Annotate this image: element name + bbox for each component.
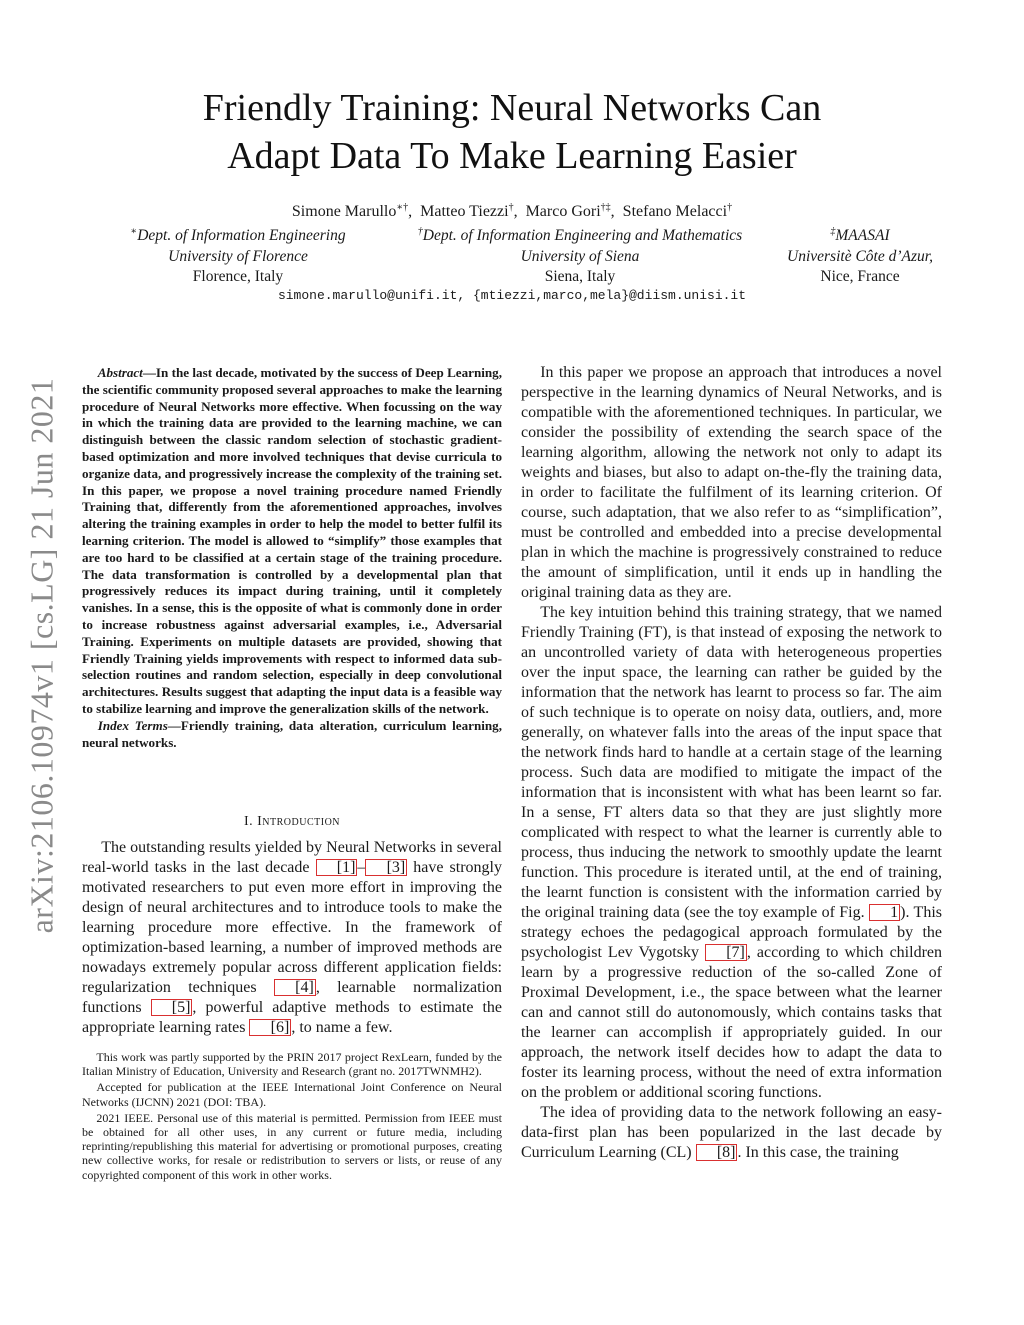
author-emails: simone.marullo@unifi.it, {mtiezzi,marco,mela}@diism.unisi.it [277,288,747,303]
author-marks: † [727,202,733,213]
figure-link[interactable]: 1 [869,904,900,921]
section-heading [82,814,502,830]
citation-link[interactable]: [7] [705,944,747,961]
author-marks: † [508,202,514,213]
author-marks: †‡ [600,202,611,213]
affiliation-univ: University of Florence [168,247,308,265]
affiliation-siena [380,226,780,288]
section-numeral: I. [243,814,254,829]
paragraph [521,1103,942,1163]
affiliation-dept: MAASAI [835,227,890,244]
title-line-1: Friendly Training: Neural Networks Can [202,87,822,129]
affiliation-mark: ∗ [130,226,138,237]
text-run: ). This strategy echoes the pedagogical approach formulated by the psychologist Lev Vygotsky [521,904,943,961]
text-run: The key intuition behind this training strategy, that we named Friendly Training (FT), is that instead of exposing the network to an uncontrolled variety of data with heterogeneous properties over the input space, the learning can rather be guided by the information that the network has learnt to process so far. The aim of such technique is to operate on noisy data, outliers, and, more generally, on whatever falls into the areas of the input space that the network finds hard to handle at a certain stage of the learning process. Such data are modified to mitigate the impact of the information that is inconsistent with what has been learnt so far. In a sense, FT alters data so that they are just slightly more complicated with respect to what the learner is currently able to process, thus inducing the network to smoothly update the learnt function. This procedure is iterated until, at the end of training, the learnt function is consistent with the information carried by the original training data (see the toy example of Fig. [521,604,942,921]
paper-title [100,84,924,180]
introduction-paragraph [82,838,502,1038]
footnote-funding: This work was partly supported by the PRIN 2017 project RexLearn, funded by the Italian Ministry of Education, University and Research (grant no. 2017TWNMH2). [82,1050,502,1079]
affiliation-univ: Universitè Côte d’Azur, [787,247,933,265]
affiliation-city: Nice, France [820,268,900,285]
author-marks: ∗† [396,202,409,213]
text-run: . In this case, the training [737,1144,899,1161]
citation-link[interactable]: [6] [249,1019,291,1036]
affiliation-mark: ‡ [830,226,836,237]
section-title: Introduction [257,814,341,829]
text-run: , powerful adaptive methods to estimate the appropriate learning rates [82,999,503,1036]
text-run: The outstanding results yielded by Neural Networks in several real-world tasks in the last decade [82,839,502,876]
author-name: Stefano Melacci [622,203,728,220]
arxiv-identifier: arXiv:2106.10974v1 [cs.LG] 21 Jun 2021 [23,377,60,933]
author-list: Simone Marullo∗†, Matteo Tiezzi†, Marco Gori†‡, Stefano Melacci† [291,202,733,220]
citation-link[interactable]: [1] [316,859,358,876]
affiliation-dept: Dept. of Information Engineering [137,227,346,244]
author-name: Matteo Tiezzi [420,203,509,220]
paragraph [521,603,942,1103]
text-run: The idea of providing data to the network following an easy-data-first plan has been popularized in the last decade by Curriculum Learning (CL) [521,1104,942,1161]
right-column [521,363,942,1163]
paragraph: In this paper we propose an approach that introduces a novel perspective in the learning dynamics of Neural Networks, and is compatible with the aforementioned techniques. In particular, we consider the possibility of extending the search space of the learning algorithm, allowing the network not only to adapt its weights and biases, but also to adapt on-the-fly the training data, in order to facilitate the fulfilment of its learning criterion. Of course, such adaptation, that we also refer to as “simplification”, must be controlled and embedded into a precise developmental plan in which the machine is progressively constrained to reduce the amount of simplification, until it ends up in handling the original training data as they are. [521,364,942,601]
citation-link[interactable]: [4] [274,979,316,996]
text-run: have strongly motivated researchers to put even more effort in improving the design of neural architectures and to introduce tools to make the learning procedure more effective. In the framework of optimization-based learning, a number of improved methods are nowadays extremely popular across different application fields: regularization techniques [82,859,502,996]
affiliation-city: Florence, Italy [192,268,284,285]
text-run: , learnable normalization functions [82,979,502,1016]
abstract-text: —In the last decade, motivated by the success of Deep Learning, the scientific community proposed several approaches to make the learning procedure of Neural Networks more effective. When focussing on the way in which the training data are provided to the learning machine, we can distinguish between the classic random selection of stochastic gradient-based optimization and more involved techniques that devise curricula to organize data, and progressively increase the complexity of the training set. In this paper, we propose a novel training procedure named Friendly Training that, differently from the aforementioned approaches, involves altering the training examples in order to help the model to better fulfil its learning criterion. The model is allowed to “simplify” those examples that are too hard to be classified at a certain stage of the training procedure. The data transformation is controlled by a developmental plan that progressively reduces its impact during training, until it completely vanishes. In a sense, this is the opposite of what is commonly done in order to increase robustness against adversarial examples, i.e., Adversarial Training. Experiments on multiple datasets are provided, showing that Friendly Training yields improvements with respect to informed data sub-selection routines and random selection, especially in deep convolutional architectures. Results suggest that adapting the input data is a feasible way to stabilize learning and improve the generalization skills of the network. [82,365,502,716]
citation-link[interactable]: [3] [365,859,407,876]
footnotes [82,1050,502,1184]
index-terms-label: Index Terms [97,717,168,733]
text-run: – [357,859,366,876]
title-line-2: Adapt Data To Make Learning Easier [227,135,797,177]
abstract-label: Abstract [97,365,143,380]
footnote-acceptance: Accepted for publication at the IEEE International Joint Conference on Neural Networks (IJCNN) 2021 (DOI: TBA). [82,1080,502,1109]
affiliation-florence [100,226,376,288]
footnote-copyright: 2021 IEEE. Personal use of this material is permitted. Permission from IEEE must be obtained for all other uses, in any current or future media, including reprinting/republishing this material for advertising or promotional purposes, creating new collective works, for resale or redistribution to servers or lists, or reuse of any copyrighted component of this work in other works. [82,1110,502,1182]
affiliation-city: Siena, Italy [544,268,616,285]
author-name: Simone Marullo [291,203,397,220]
affiliation-dept: Dept. of Information Engineering and Mathematics [422,227,743,244]
index-terms-text: —Friendly training, data alteration, curriculum learning, neural networks. [82,717,502,750]
text-run: , according to which children learn by a progressive reduction of the so-called Zone of Proximal Development, i.e., the space between what the learner can and cannot still do autonomously, which contains tasks that the learner can accomplish if appropriately guided. In our approach, the network itself decides how to adapt the data to foster its learning process, without the need of extra information on the problem or additional scoring functions. [521,944,943,1101]
text-run: , to name a few. [291,1019,393,1036]
affiliation-mark: † [417,226,423,237]
citation-link[interactable]: [5] [151,999,193,1016]
arxiv-sidebar-stamp [2,360,82,950]
author-name: Marco Gori [525,203,601,220]
affiliation-univ: University of Siena [520,247,640,265]
citation-link[interactable]: [8] [696,1144,738,1161]
abstract [82,365,502,751]
affiliation-nice [774,226,946,288]
